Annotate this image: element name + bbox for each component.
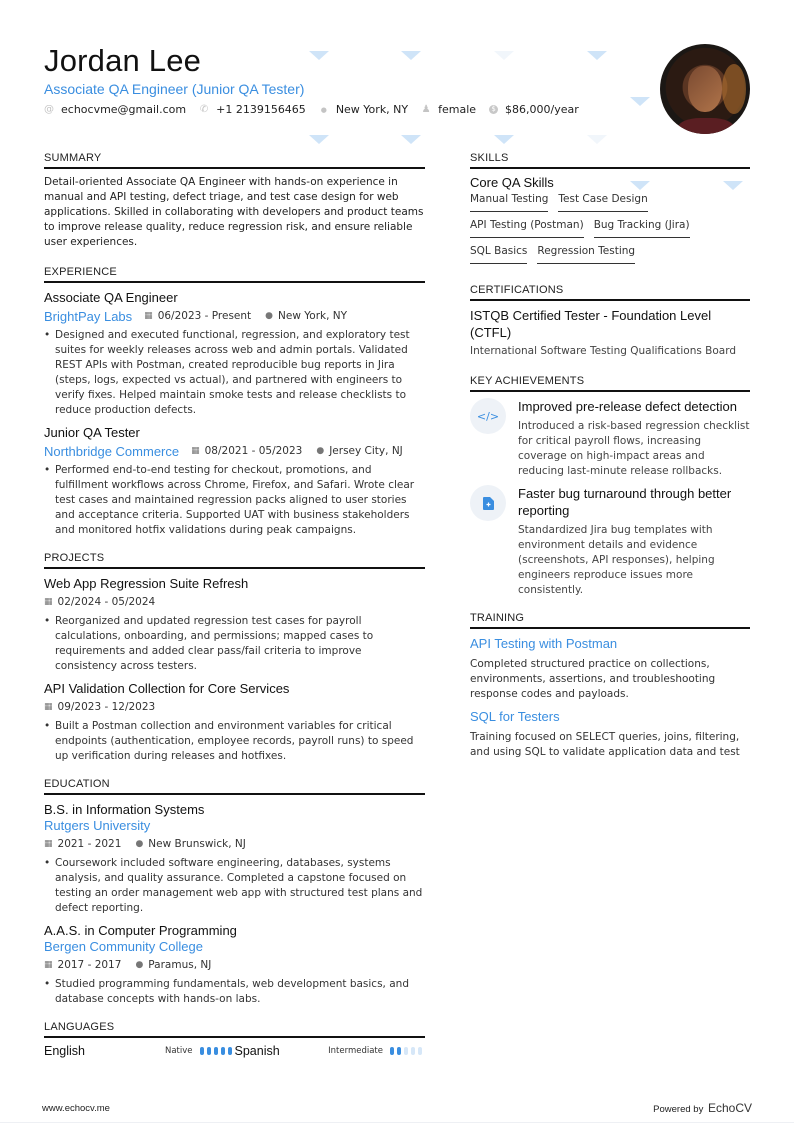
- phone-icon: ✆: [199, 104, 209, 115]
- proficiency-dots: [390, 1047, 425, 1055]
- achievements-section: [470, 375, 750, 598]
- location-pin-icon: ●: [135, 839, 144, 849]
- project-bullet: • Reorganized and updated regression test cases for payroll calculations, onboarding, and permissions; mapped cases to requirements and added clear pass/fail criteria to improve consistency across testers.: [44, 614, 425, 674]
- money-icon: $: [489, 105, 498, 114]
- job-bullet: • Designed and executed functional, regression, and exploratory test suites for weekly releases across web and admin portals. Validated REST APIs with Postman, created reproducible bug reports in Jira (steps, logs, expected vs actual), and partnered with engineers to verify fixes. Helped maintain smoke tests and release checklists to reduce production defects.: [44, 328, 425, 418]
- language-item: [235, 1044, 426, 1058]
- contact-salary: [489, 103, 579, 116]
- resume-header: [44, 44, 644, 116]
- certifications-section: [470, 284, 750, 357]
- training-desc: Training focused on SELECT queries, joins, filtering, and using SQL to validate application data and test: [470, 731, 740, 758]
- section-heading: TRAINING: [470, 612, 750, 629]
- calendar-icon: ▦: [44, 702, 53, 712]
- skills-section: [470, 152, 750, 270]
- code-icon: </>: [470, 398, 506, 434]
- left-column: [44, 152, 425, 1074]
- training-title[interactable]: API Testing with Postman: [470, 636, 618, 651]
- summary-section: [44, 152, 425, 250]
- project-item: [44, 575, 425, 674]
- section-heading: PROJECTS: [44, 552, 425, 569]
- page-footer: [0, 1095, 794, 1123]
- achievement-title: Faster bug turnaround through better reporting: [518, 486, 732, 518]
- school-name[interactable]: Bergen Community College: [44, 939, 203, 954]
- training-desc: Completed structured practice on collections, environments, assertions, and troubleshooting response codes and payloads.: [470, 658, 716, 700]
- calendar-icon: ▦: [44, 960, 53, 970]
- skill-group-title: Core QA Skills: [470, 175, 554, 190]
- decor-triangle: [401, 135, 421, 144]
- language-name: Spanish: [234, 1044, 280, 1058]
- skill-tags: [470, 192, 750, 270]
- contact-email[interactable]: [44, 103, 186, 116]
- training-section: [470, 612, 750, 760]
- contact-gender: [421, 103, 476, 116]
- job-location: Jersey City, NJ: [329, 445, 403, 457]
- phone-value: +1 2139156465: [216, 103, 306, 116]
- experience-section: [44, 266, 425, 538]
- job-title: Junior QA Tester: [44, 425, 140, 440]
- powered-by: Powered by EchoCV: [653, 1101, 752, 1115]
- language-level: Intermediate: [328, 1046, 383, 1056]
- decor-triangle: [494, 135, 514, 144]
- contact-phone[interactable]: [199, 103, 306, 116]
- project-bullet: • Built a Postman collection and environment variables for critical endpoints (authentication, employee records, payroll runs) to speed up verification during releases and hotfixes.: [44, 719, 425, 764]
- achievement-item: [470, 398, 750, 479]
- proficiency-dots: [200, 1047, 235, 1055]
- job-title: Associate QA Engineer: [44, 290, 178, 305]
- language-item: [44, 1044, 235, 1058]
- section-heading: EDUCATION: [44, 778, 425, 795]
- job-location: New York, NY: [278, 310, 348, 322]
- location-pin-icon: ●: [265, 311, 274, 321]
- skill-tag: Regression Testing: [537, 244, 635, 264]
- achievement-desc: Introduced a risk-based regression checklist for critical payroll flows, increasing coverage on high-impact areas and reducing last-minute release rollbacks.: [518, 420, 750, 477]
- project-title: API Validation Collection for Core Services: [44, 681, 290, 696]
- education-item: [44, 922, 425, 1007]
- education-dates: 2021 - 2021: [57, 838, 122, 850]
- language-name: English: [44, 1044, 85, 1058]
- location-pin-icon: ●: [320, 105, 327, 114]
- company-name[interactable]: Northbridge Commerce: [44, 444, 180, 459]
- calendar-icon: ▦: [144, 311, 153, 321]
- achievement-title: Improved pre-release defect detection: [518, 399, 737, 414]
- candidate-title: Associate QA Engineer (Junior QA Tester): [44, 81, 305, 97]
- degree: B.S. in Information Systems: [44, 802, 205, 817]
- project-item: [44, 680, 425, 764]
- job-dates: 08/2021 - 05/2023: [204, 445, 303, 457]
- location-pin-icon: ●: [135, 960, 144, 970]
- section-heading: EXPERIENCE: [44, 266, 425, 283]
- education-item: [44, 801, 425, 916]
- achievement-item: [470, 485, 750, 598]
- email-value: echocvme@gmail.com: [61, 103, 187, 116]
- right-column: [470, 152, 750, 776]
- calendar-icon: ▦: [44, 597, 53, 607]
- skill-tag: Bug Tracking (Jira): [594, 218, 690, 238]
- section-heading: SUMMARY: [44, 152, 425, 169]
- languages-section: [44, 1021, 425, 1058]
- calendar-icon: ▦: [191, 446, 200, 456]
- degree: A.A.S. in Computer Programming: [44, 923, 237, 938]
- projects-section: [44, 552, 425, 764]
- job-bullet: • Performed end-to-end testing for checkout, promotions, and fulfillment workflows across Chrome, Firefox, and Safari. Wrote clear test cases and maintained regression packs aligned to user stories and acceptance criteria. Supported UAT with business stakeholders and monitored hotfix validations during peak campaigns.: [44, 463, 425, 538]
- certification-name: ISTQB Certified Tester - Foundation Level (CTFL): [470, 308, 712, 340]
- contact-row: [44, 103, 644, 116]
- education-dates: 2017 - 2017: [57, 959, 122, 971]
- skill-tag: SQL Basics: [470, 244, 527, 264]
- candidate-name: Jordan Lee: [44, 43, 202, 78]
- skill-tag: Test Case Design: [558, 192, 647, 212]
- language-level: Native: [164, 1046, 193, 1056]
- section-heading: LANGUAGES: [44, 1021, 425, 1038]
- section-heading: CERTIFICATIONS: [470, 284, 750, 301]
- project-dates: 02/2024 - 05/2024: [57, 596, 156, 608]
- training-title[interactable]: SQL for Testers: [470, 709, 560, 724]
- person-icon: ♟: [421, 104, 431, 115]
- decor-triangle: [309, 135, 329, 144]
- decor-triangle: [587, 135, 607, 144]
- at-icon: @: [44, 104, 54, 115]
- achievement-desc: Standardized Jira bug templates with environment details and evidence (screenshots, API responses), helping engineers reproduce issues more consistently.: [518, 524, 715, 596]
- contact-location: [319, 103, 408, 116]
- experience-item: [44, 289, 425, 418]
- education-bullet: • Studied programming fundamentals, web development basics, and database concepts with hands-on labs.: [44, 977, 425, 1007]
- project-dates: 09/2023 - 12/2023: [57, 701, 156, 713]
- skill-tag: API Testing (Postman): [470, 218, 584, 238]
- gender-value: female: [438, 103, 477, 116]
- education-section: [44, 778, 425, 1007]
- certification-issuer: International Software Testing Qualifications Board: [470, 345, 737, 357]
- summary-text: Detail-oriented Associate QA Engineer with hands-on experience in manual and API testing, defect triage, and test case design for web applications. Skilled in collaborating with developers and product teams to improve release quality, reduce regression risk, and ensure reliable user experiences.: [44, 176, 424, 248]
- school-name[interactable]: Rutgers University: [44, 818, 151, 833]
- location-value: New York, NY: [335, 103, 409, 116]
- section-heading: KEY ACHIEVEMENTS: [470, 375, 750, 392]
- avatar: [660, 44, 750, 134]
- website-link[interactable]: www.echocv.me: [42, 1103, 110, 1114]
- section-heading: SKILLS: [470, 152, 750, 169]
- skill-tag: Manual Testing: [470, 192, 548, 212]
- salary-value: $86,000/year: [505, 103, 579, 116]
- location-pin-icon: ●: [316, 446, 325, 456]
- calendar-icon: ▦: [44, 839, 53, 849]
- file-plus-icon: [470, 485, 506, 521]
- education-location: Paramus, NJ: [148, 959, 212, 971]
- brand-link[interactable]: EchoCV: [707, 1101, 752, 1115]
- education-location: New Brunswick, NJ: [148, 838, 246, 850]
- job-dates: 06/2023 - Present: [157, 310, 252, 322]
- company-name[interactable]: BrightPay Labs: [44, 309, 133, 324]
- education-bullet: • Coursework included software engineering, databases, systems analysis, and quality assurance. Completed a capstone focused on testing an order management web app with structured test plans and defect reporting.: [44, 856, 425, 916]
- project-title: Web App Regression Suite Refresh: [44, 576, 249, 591]
- experience-item: [44, 424, 425, 538]
